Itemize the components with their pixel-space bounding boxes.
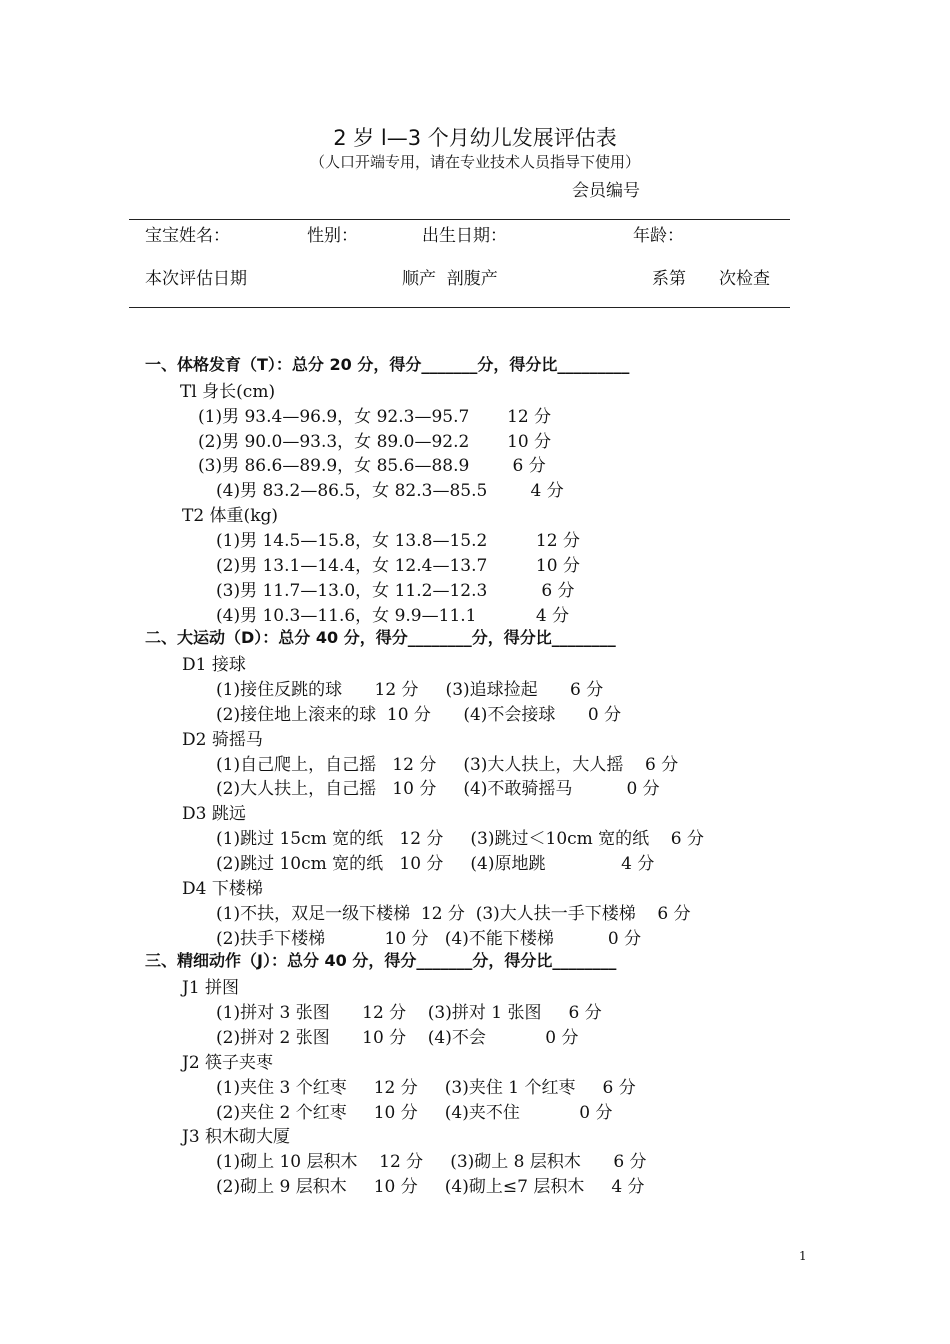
baby-name-label: 宝宝姓名：: [145, 226, 230, 246]
age-label: 年龄：: [633, 226, 684, 246]
criteria-line: D4 下楼梯: [182, 879, 263, 899]
birth-date-label: 出生日期：: [422, 226, 507, 246]
criteria-line: (2)接住地上滚来的球 10 分 (4)不会接球 0 分: [216, 705, 622, 725]
check-ordinal-label: 系第: [652, 269, 686, 289]
section-heading: 二、大运动（D）：总分 40 分，得分________分，得分比________: [145, 628, 616, 647]
criteria-line: (4)男 83.2—86.5，女 82.3—85.5 4 分: [216, 481, 564, 501]
criteria-line: D2 骑摇马: [182, 730, 263, 750]
delivery-type-label: 顺产 剖腹产: [402, 269, 498, 289]
criteria-line: (2)扶手下楼梯 10 分 (4)不能下楼梯 0 分: [216, 929, 642, 949]
member-number-label: 会员编号: [572, 181, 640, 201]
criteria-line: (3)男 86.6—89.9，女 85.6—88.9 6 分: [198, 456, 546, 476]
criteria-line: (2)拼对 2 张图 10 分 (4)不会 0 分: [216, 1028, 579, 1048]
section-heading: 一、体格发育（T）：总分 20 分，得分_______分，得分比_________: [145, 355, 630, 374]
criteria-line: (1)男 14.5—15.8，女 13.8—15.2 12 分: [216, 531, 580, 551]
eval-date-label: 本次评估日期: [145, 269, 247, 289]
criteria-line: T2 体重(kg): [182, 506, 279, 526]
criteria-line: (1)拼对 3 张图 12 分 (3)拼对 1 张图 6 分: [216, 1003, 602, 1023]
top-rule: [129, 219, 790, 220]
criteria-line: (1)男 93.4—96.9，女 92.3—95.7 12 分: [198, 407, 552, 427]
criteria-line: D3 跳远: [182, 804, 246, 824]
criteria-line: Tl 身长(cm): [180, 382, 276, 402]
gender-label: 性别：: [307, 226, 358, 246]
criteria-line: (4)男 10.3—11.6，女 9.9—11.1 4 分: [216, 606, 570, 626]
criteria-line: (1)跳过 15cm 宽的纸 12 分 (3)跳过＜10cm 宽的纸 6 分: [216, 829, 705, 849]
criteria-line: (1)接住反跳的球 12 分 (3)追球捡起 6 分: [216, 680, 604, 700]
criteria-line: (2)大人扶上，自己摇 10 分 (4)不敢骑摇马 0 分: [216, 779, 660, 799]
criteria-line: (1)砌上 10 层积木 12 分 (3)砌上 8 层积木 6 分: [216, 1152, 647, 1172]
criteria-line: D1 接球: [182, 655, 246, 675]
check-suffix-label: 次检查: [719, 269, 770, 289]
page-number: 1: [799, 1249, 807, 1263]
page-subtitle: （人口开端专用，请在专业技术人员指导下使用）: [309, 153, 640, 171]
section-heading: 三、精细动作（J）：总分 40 分，得分_______分，得分比________: [145, 951, 617, 970]
criteria-line: (2)砌上 9 层积木 10 分 (4)砌上≤7 层积木 4 分: [216, 1177, 645, 1197]
criteria-line: (1)自己爬上，自己摇 12 分 (3)大人扶上，大人摇 6 分: [216, 755, 679, 775]
criteria-line: (1)夹住 3 个红枣 12 分 (3)夹住 1 个红枣 6 分: [216, 1078, 636, 1098]
criteria-line: (2)男 13.1—14.4，女 12.4—13.7 10 分: [216, 556, 580, 576]
criteria-line: (2)夹住 2 个红枣 10 分 (4)夹不住 0 分: [216, 1103, 613, 1123]
page-title: 2 岁 l—3 个月幼儿发展评估表: [333, 126, 617, 150]
criteria-line: (1)不扶，双足一级下楼梯 12 分 (3)大人扶一手下楼梯 6 分: [216, 904, 691, 924]
criteria-line: (3)男 11.7—13.0，女 11.2—12.3 6 分: [216, 581, 575, 601]
criteria-line: (2)跳过 10cm 宽的纸 10 分 (4)原地跳 4 分: [216, 854, 655, 874]
bottom-rule: [129, 307, 790, 308]
criteria-line: J2 筷子夹枣: [182, 1053, 274, 1073]
criteria-line: J3 积木砌大厦: [182, 1127, 291, 1147]
criteria-line: J1 拼图: [182, 978, 240, 998]
criteria-line: (2)男 90.0—93.3，女 89.0—92.2 10 分: [198, 432, 552, 452]
